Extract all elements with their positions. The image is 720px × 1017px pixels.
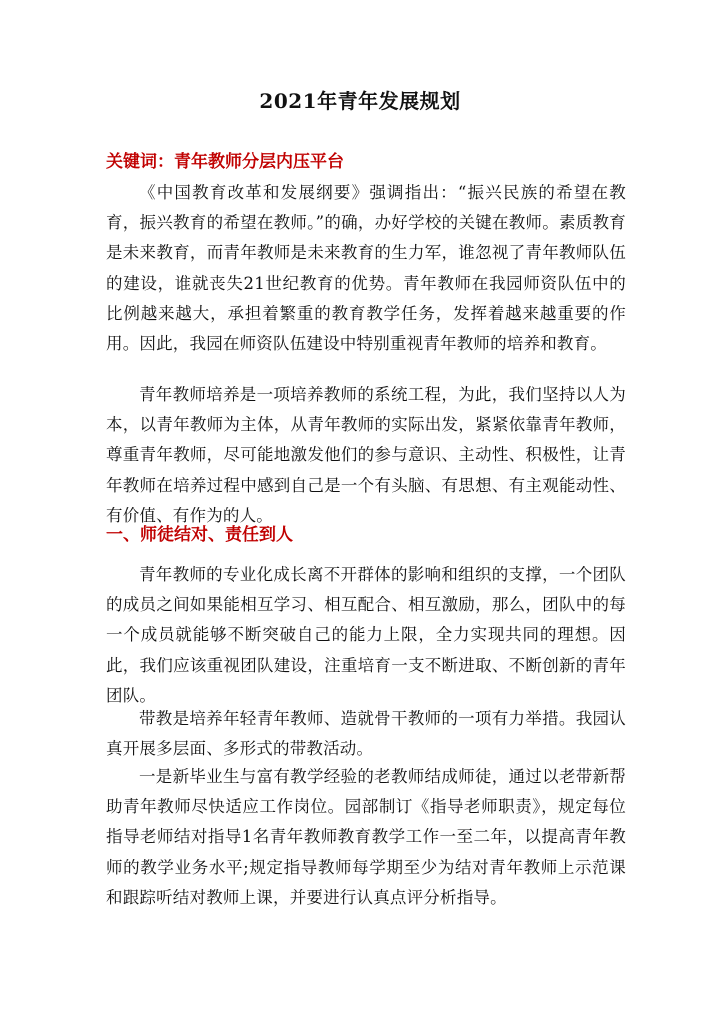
document-title: 2021年青年发展规划 <box>259 89 461 113</box>
intro-paragraph-1: 《中国教育改革和发展纲要》强调指出：“振兴民族的希望在教育，振兴教育的希望在教师。”的确，办好学校的关键在教师。素质教育是未来教育，而青年教师是未来教育的生力军，谁忽视了青年教师队伍的建设，谁就丧失21世纪教育的优势。青年教师在我园师资队伍中的比例越来越大，承担着繁重的教育教学任务，发挥着越来越重要的作用。因此，我园在师资队伍建设中特别重视青年教师的培养和教育。 <box>106 183 626 354</box>
keywords-value: 青年教师分层内压平台 <box>174 152 344 172</box>
intro-paragraph-2: 青年教师培养是一项培养教师的系统工程，为此，我们坚持以人为本，以青年教师为主体，从青年教师的实际出发，紧紧依靠青年教师，尊重青年教师，尽可能地激发他们的参与意识、主动性、积极性，让青年教师在培养过程中感到自己是一个有头脑、有思想、有主观能动性、有价值、有作为的人。 <box>106 385 626 525</box>
section-1-heading: 一、师徒结对、责任到人 <box>106 525 293 545</box>
section-1-paragraph-2: 带教是培养年轻青年教师、造就骨干教师的一项有力举措。我园认真开展多层面、多形式的带教活动。 <box>106 709 626 759</box>
keywords-label: 关键词： <box>106 152 174 172</box>
section-1-paragraph-1: 青年教师的专业化成长离不开群体的影响和组织的支撑，一个团队的成员之间如果能相互学习、相互配合、相互激励，那么，团队中的每一个成员就能够不断突破自己的能力上限，全力实现共同的理想。因此，我们应该重视团队建设，注重培育一支不断进取、不断创新的青年团队。 <box>106 565 626 705</box>
section-1-paragraph-3: 一是新毕业生与富有教学经验的老教师结成师徒，通过以老带新帮助青年教师尽快适应工作岗位。园部制订《指导老师职责》，规定每位指导老师结对指导1名青年教师教育教学工作一至二年，以提高青年教师的教学业务水平;规定指导教师每学期至少为结对青年教师上示范课和跟踪听结对教师上课，并要进行认真点评分析指导。 <box>106 767 626 907</box>
keywords-line <box>106 149 626 175</box>
